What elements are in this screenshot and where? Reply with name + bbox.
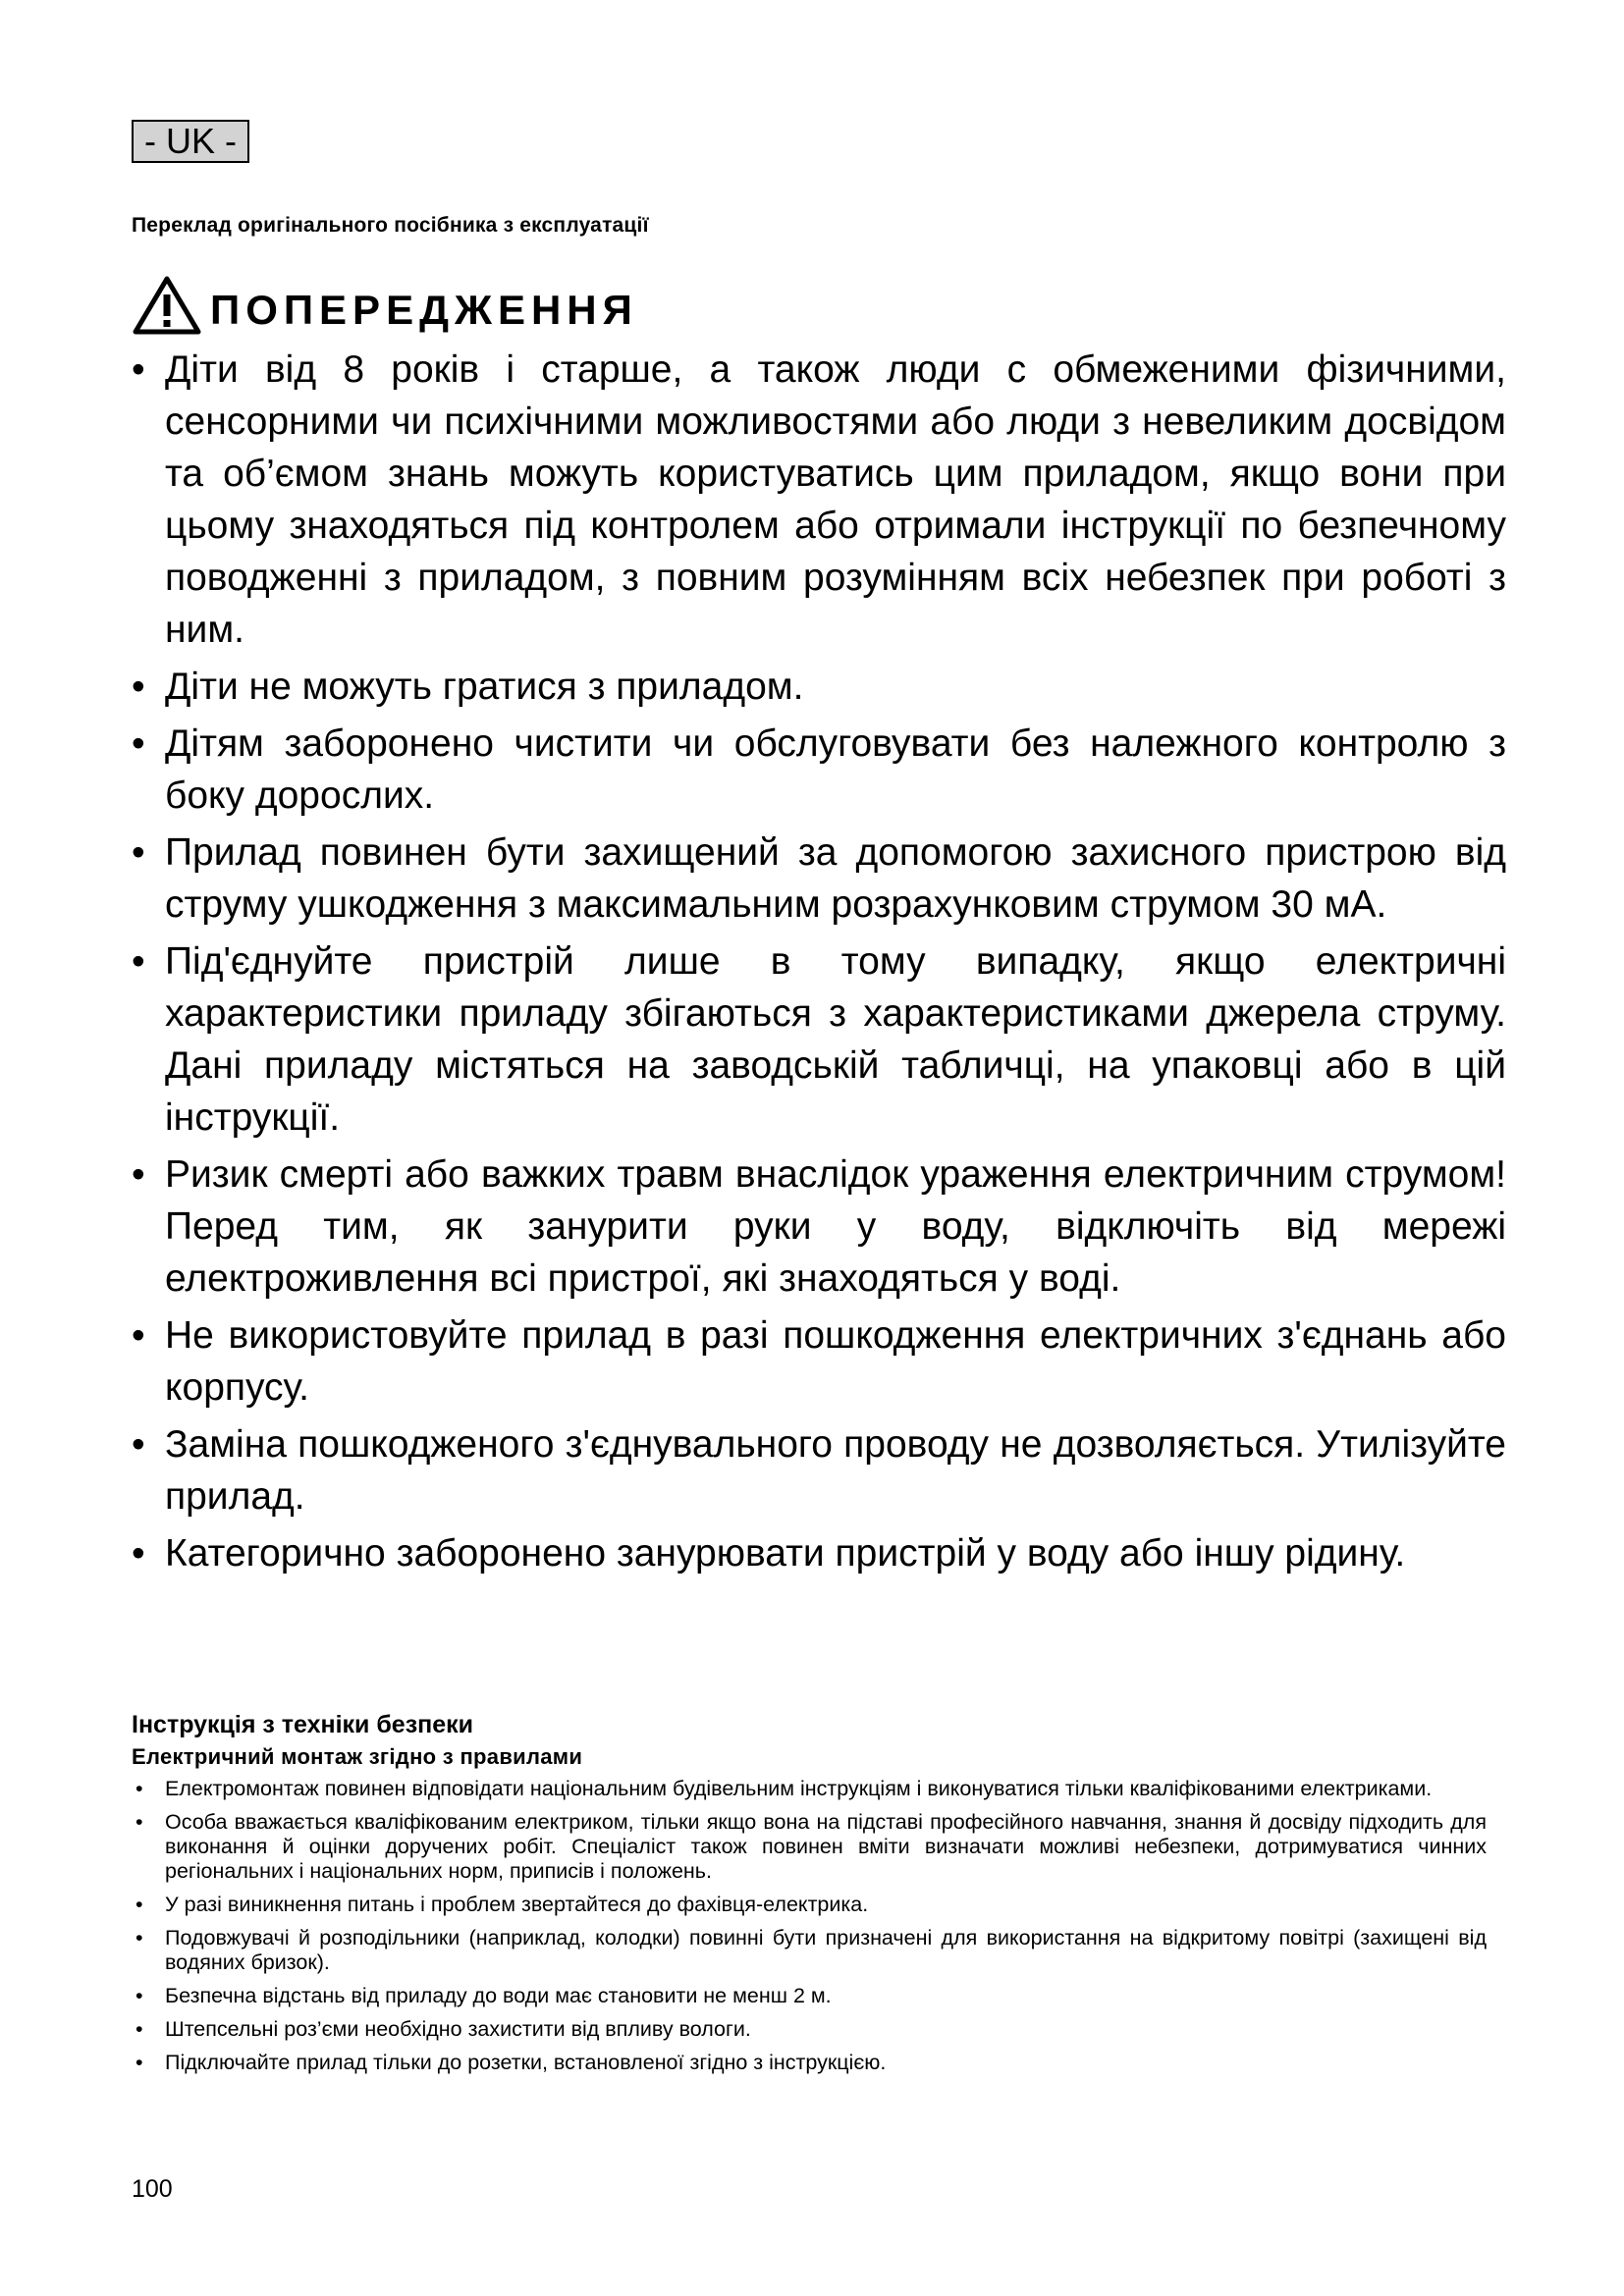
warning-item: • Діти не можуть гратися з приладом. [132,661,1506,713]
warning-header [132,271,638,340]
safety-section [132,1708,1487,2084]
warning-item: • Під'єднуйте пристрій лише в тому випадку, якщо електричні характеристики приладу збігаються з характеристиками джерела струму. Дані приладу містяться на заводській табличці, на упаковці або в цій інструкції. [132,935,1506,1144]
page-number: 100 [132,2175,173,2203]
safety-item: • Електромонтаж повинен відповідати національним будівельним інструкціям і виконуватися тільки кваліфікованими електриками. [132,1777,1487,1801]
warning-list [132,344,1506,1584]
warning-triangle-icon [132,275,202,336]
warning-title: ПОПЕРЕДЖЕННЯ [210,287,638,333]
warning-item: • Не використовуйте прилад в разі пошкодження електричних з'єднань або корпусу. [132,1309,1506,1414]
warning-item: • Заміна пошкодженого з'єднувального проводу не дозволяється. Утилізуйте прилад. [132,1418,1506,1522]
warning-item: • Прилад повинен бути захищений за допомогою захисного пристрою від струму ушкодження з максимальним розрахунковим струмом 30 мА. [132,827,1506,931]
safety-title: Інструкція з техніки безпеки [132,1711,474,1738]
safety-item: • Особа вважається кваліфікованим електриком, тільки якщо вона на підставі професійного навчання, знання й досвіду підходить для виконання й оцінки доручених робіт. Спеціаліст також повинен вміти визначати можливі небезпеки, дотримуватися чинних регіональних і національних норм, приписів і положень. [132,1810,1487,1884]
safety-subtitle: Електричний монтаж згідно з правилами [132,1744,583,1769]
warning-item: • Категорично заборонено занурювати пристрій у воду або іншу рідину. [132,1527,1506,1579]
warning-item: • Дітям заборонено чистити чи обслуговувати без належного контролю з боку дорослих. [132,718,1506,822]
safety-item: • Подовжувачі й розподільники (наприклад, колодки) повинні бути призначені для використання на відкритому повітрі (захищені від водяних бризок). [132,1926,1487,1975]
safety-item: • У разі виникнення питань і проблем звертайтеся до фахівця-електрика. [132,1893,1487,1917]
safety-item: • Безпечна відстань від приладу до води має становити не менш 2 м. [132,1984,1487,2008]
warning-item: • Ризик смерті або важких травм внаслідок ураження електричним струмом! Перед тим, як занурити руки у воду, відключіть від мережі електроживлення всі пристрої, які знаходяться у воді. [132,1148,1506,1305]
document-subtitle: Переклад оригінального посібника з експлуатації [132,214,649,237]
safety-item: • Штепсельні роз’єми необхідно захистити від впливу вологи. [132,2017,1487,2042]
warning-item: • Діти від 8 років і старше, а також люди с обмеженими фізичними, сенсорними чи психічними можливостями або люди з невеликим досвідом та об’ємом знань можуть користуватись цим приладом, якщо вони при цьому знаходяться під контролем або отримали інструкції по безпечному поводженні з приладом, з повним розумінням всіх небезпек при роботі з ним. [132,344,1506,656]
language-label: - UK - [132,120,249,163]
safety-item: • Підключайте прилад тільки до розетки, встановленої згідно з інструкцією. [132,2051,1487,2075]
